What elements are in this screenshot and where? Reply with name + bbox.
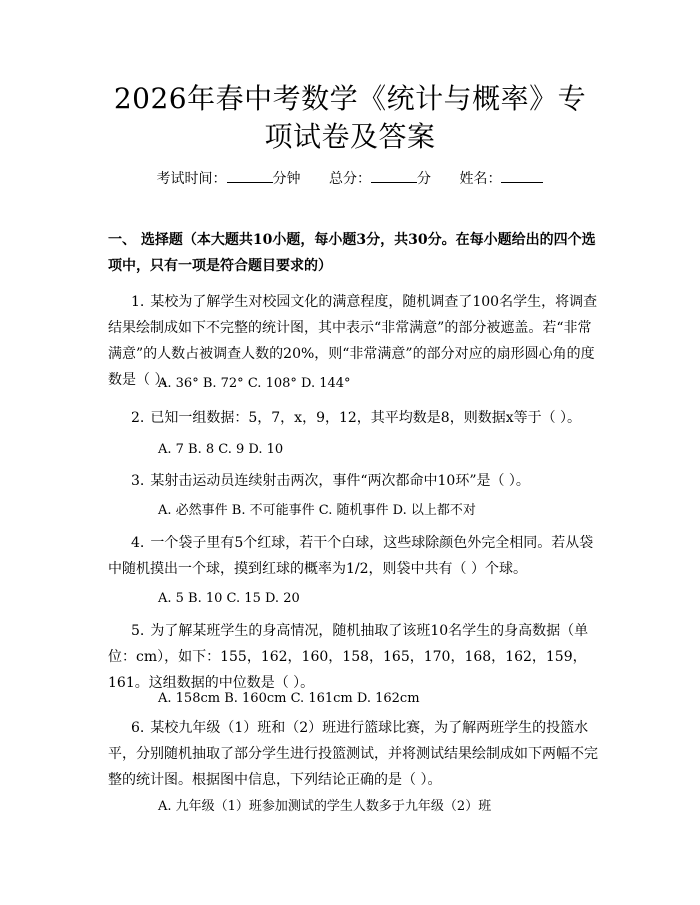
total-score-unit: 分 — [417, 171, 431, 187]
question-text: 一个袋子里有5个红球，若干个白球，这些球除颜色外完全相同。若从袋中随机摸出一个球，摸到红球的概率为1/2，则袋中共有（ ）个球。 — [108, 535, 594, 577]
question-text: 某射击运动员连续射击两次，事件“两次都命中10环”是（ ）。 — [150, 473, 530, 489]
student-name-blank[interactable] — [501, 168, 543, 183]
question-4-options: A. 5 B. 10 C. 15 D. 20 — [158, 591, 300, 606]
section-heading-choice: 一、 选择题（本大题共10小题，每小题3分，共30分。在每小题给出的四个选项中，只有一项是符合题目要求的） — [108, 232, 596, 274]
question-2 — [108, 405, 602, 431]
exam-time-blank[interactable] — [227, 168, 273, 183]
student-name-label: 姓名： — [459, 171, 502, 187]
question-number: 2. — [131, 410, 145, 426]
question-5-options: A. 158cm B. 160cm C. 161cm D. 162cm — [158, 691, 420, 706]
question-number: 4. — [131, 535, 145, 551]
exam-time-field — [157, 171, 301, 187]
question-6-options: A. 九年级（1）班参加测试的学生人数多于九年级（2）班 — [158, 799, 492, 814]
exam-time-label: 考试时间： — [156, 171, 227, 187]
question-1-options: A. 36° B. 72° C. 108° D. 144° — [158, 376, 351, 391]
question-number: 5. — [131, 623, 145, 639]
question-5 — [108, 618, 602, 696]
question-4 — [108, 530, 602, 582]
exam-time-unit: 分钟 — [272, 171, 301, 187]
question-3 — [108, 468, 602, 494]
question-6 — [108, 715, 602, 793]
student-name-field — [459, 171, 543, 187]
question-text: 已知一组数据：5，7，x，9，12，其平均数是8，则数据x等于（ ）。 — [150, 410, 582, 426]
total-score-field — [329, 171, 431, 187]
total-score-label: 总分： — [329, 171, 371, 187]
question-text: 某校九年级（1）班和（2）班进行篮球比赛，为了解两班学生的投篮水平，分别随机抽取了部分学生进行投篮测试，并将测试结果绘制成如下两幅不完整的统计图。根据图中信息，下列结论正确的是（ ）。 — [108, 720, 598, 788]
question-3-options: A. 必然事件 B. 不可能事件 C. 随机事件 D. 以上都不对 — [158, 503, 476, 518]
question-number: 6. — [131, 720, 145, 736]
exam-info-line — [0, 168, 700, 189]
question-text: 为了解某班学生的身高情况，随机抽取了该班10名学生的身高数据（单位：cm），如下：155，162，160，158，165，170，168，162，159，161。这组数据的中位数是（ ）。 — [108, 623, 589, 691]
question-number: 3. — [131, 473, 145, 489]
question-text: 某校为了解学生对校园文化的满意程度，随机调查了100名学生，将调查结果绘制成如下不完整的统计图，其中表示“非常满意”的部分被遮盖。若“非常满意”的人数占被调查人数的20%，则“非常满意”的部分对应的扇形圆心角的度数是（ ）。 — [108, 294, 598, 388]
question-number: 1. — [131, 294, 145, 310]
question-2-options: A. 7 B. 8 C. 9 D. 10 — [158, 442, 284, 457]
total-score-blank[interactable] — [371, 168, 417, 183]
page-title: 2026年春中考数学《统计与概率》专项试卷及答案 — [113, 82, 587, 153]
